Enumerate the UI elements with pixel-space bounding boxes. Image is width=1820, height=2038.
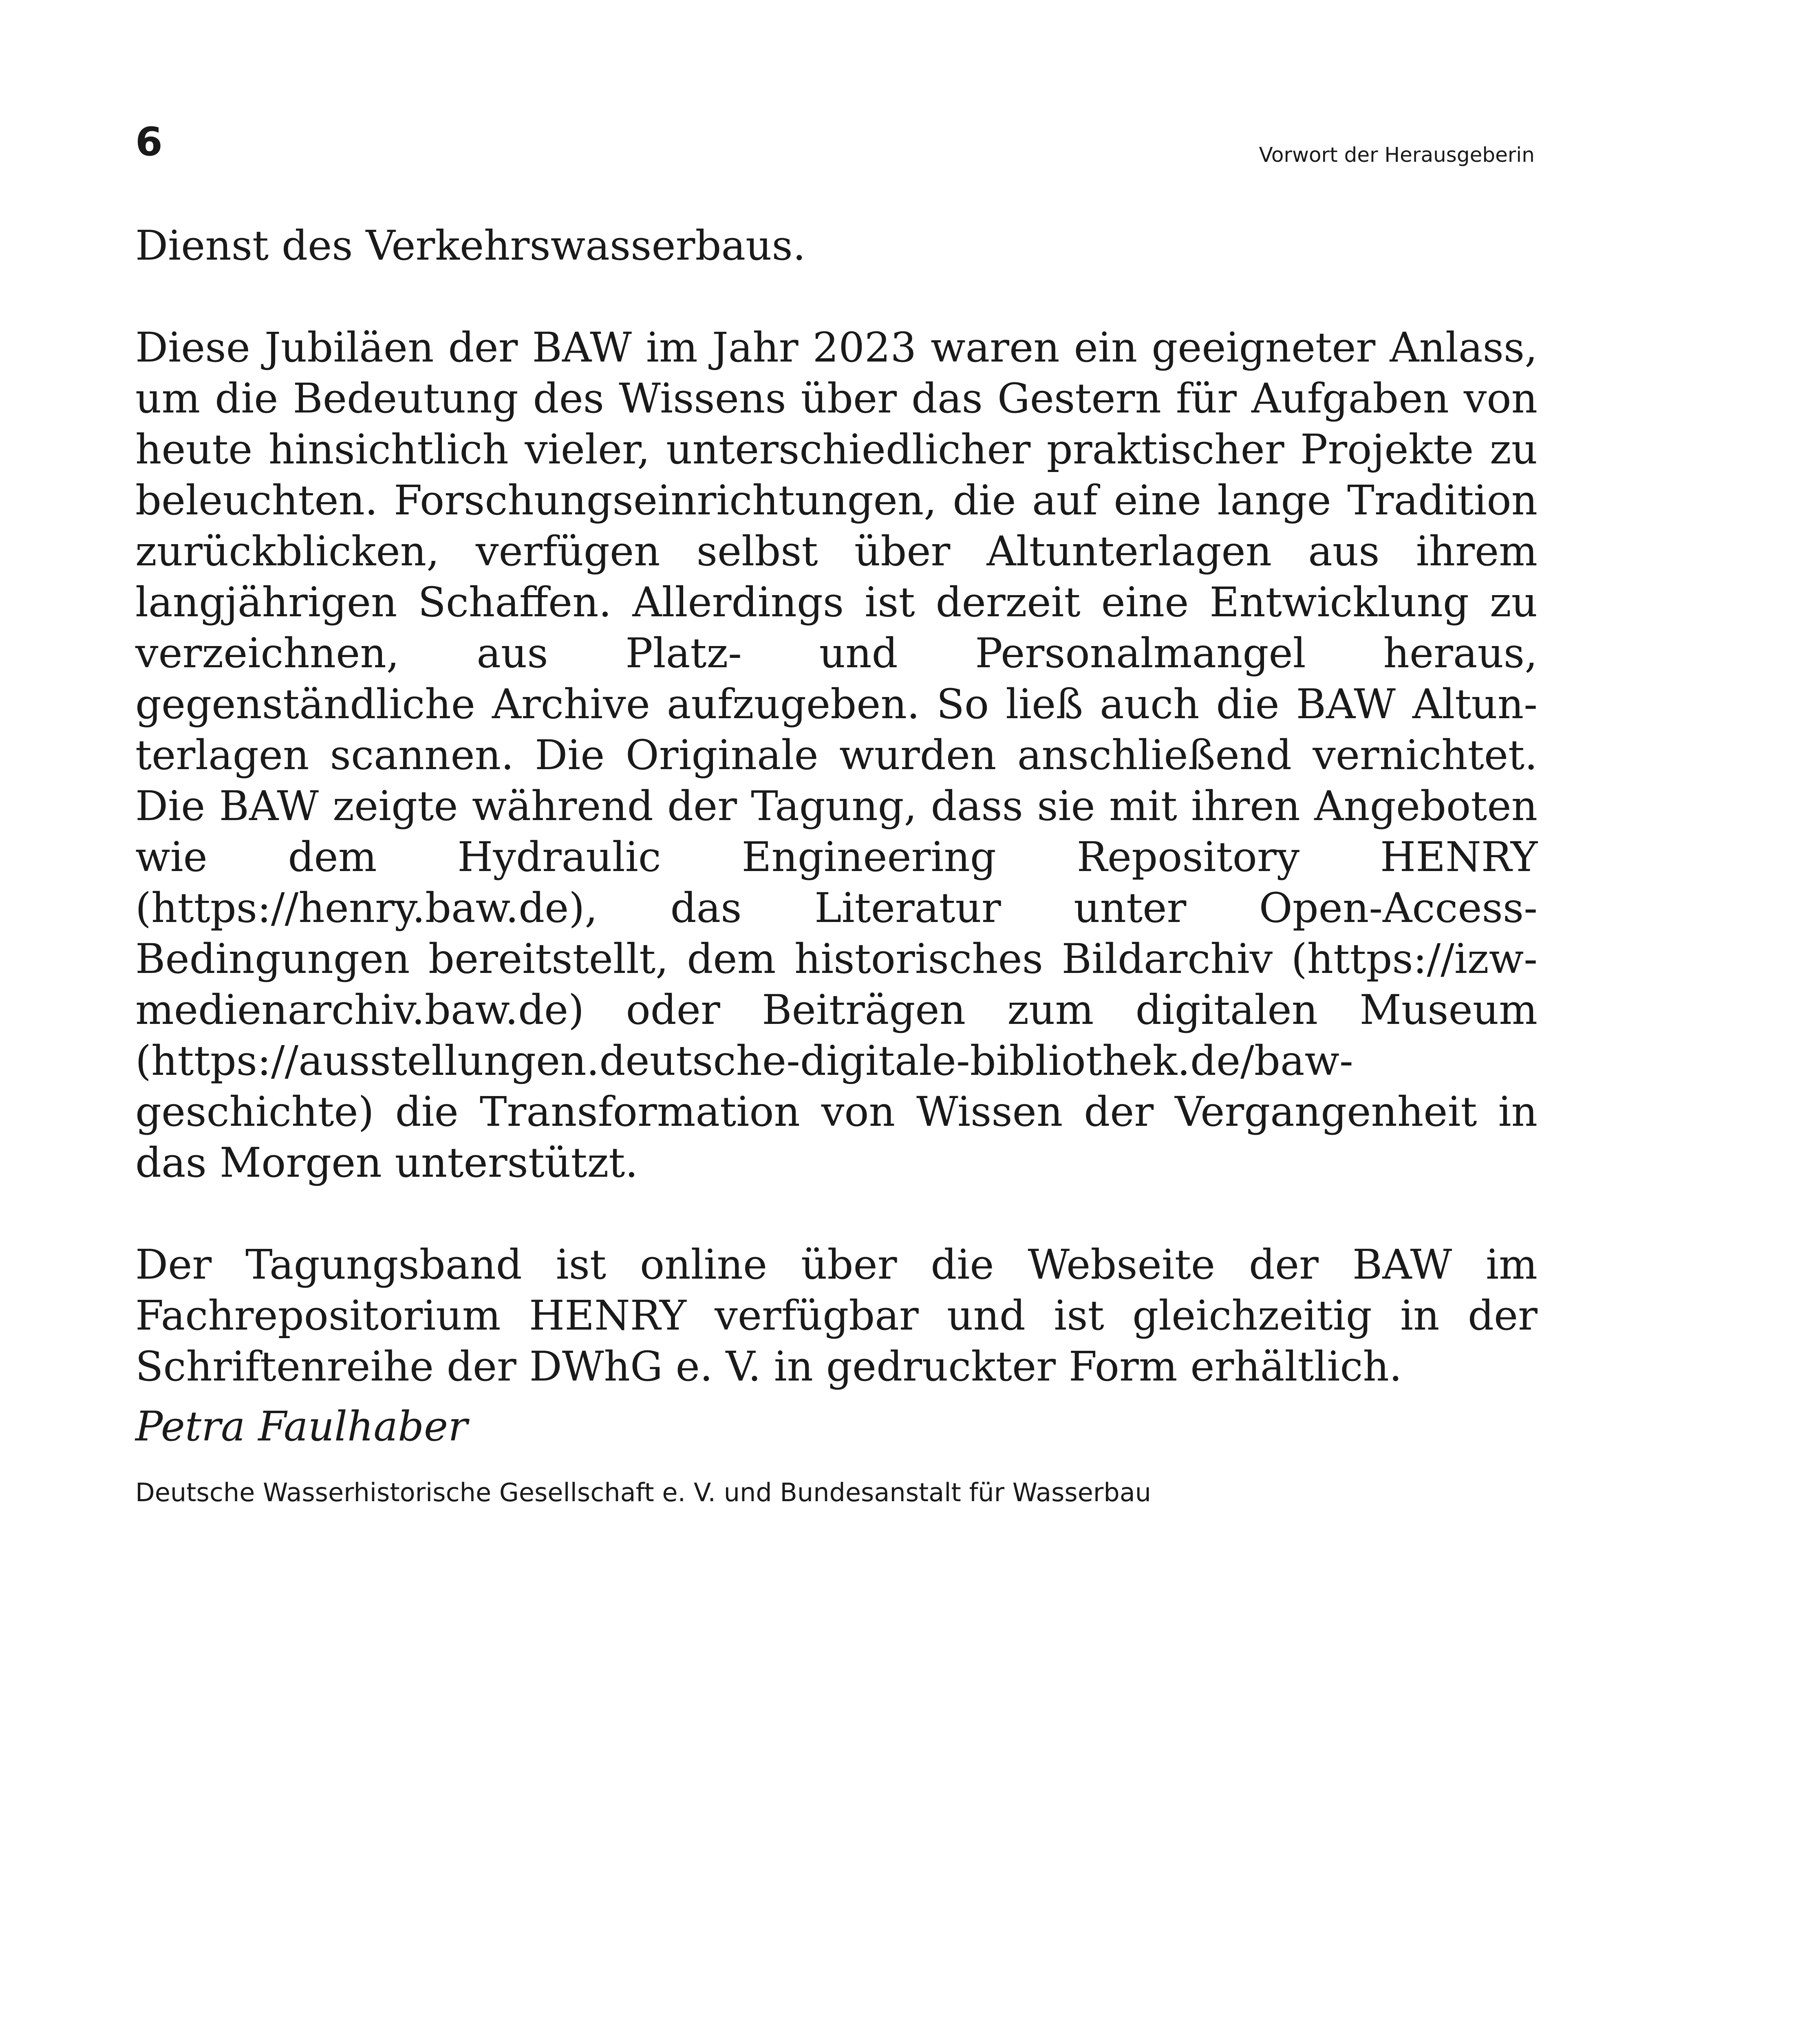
author-affiliation: Deutsche Wasserhistorische Gesellschaft e. V. und Bundesanstalt für Wasserbau <box>135 1478 1151 1507</box>
body-text <box>135 220 1538 1443</box>
page-number: 6 <box>135 119 163 165</box>
author-name: Petra Faulhaber <box>135 1403 468 1450</box>
paragraph-2: Diese Jubiläen der BAW im Jahr 2023 waren ein geeigneter Anlass, um die Bedeutung des Wissens über das Gestern für Aufgaben von heute hinsichtlich vieler, unterschiedlicher praktischer Projekte zu beleuchten. Forschungseinrichtungen, die auf eine lange Tradition zurückblicken, verfügen selbst über Altunterlagen aus ihrem langjährigen Schaffen. Allerdings ist derzeit eine Entwicklung zu verzeichnen, aus Platz- und Personalmangel heraus, gegenständliche Archive aufzugeben. So ließ auch die BAW Altunterlagen scannen. Die Originale wurden anschließend vernichtet. Die BAW zeigte während der Tagung, dass sie mit ihren Angeboten wie dem Hydraulic Engineering Repository HENRY (https://henry.baw.de), das Literatur unter Open-Access-Bedingungen bereitstellt, dem historisches Bildarchiv (https://izw-medienarchiv.baw.de) oder Beiträgen zum digitalen Museum (https://ausstellungen.deutsche-digitale-bibliothek.de/baw-geschichte) die Transformation von Wissen der Vergangenheit in das Morgen unterstützt. <box>135 324 1538 1187</box>
running-head: Vorwort der Herausgeberin <box>1259 143 1535 167</box>
paragraph-1: Dienst des Verkehrswasserbaus. <box>135 222 806 269</box>
paragraph-3: Der Tagungsband ist online über die Webseite der BAW im Fachrepositorium HENRY verfügbar und ist gleichzeitig in der Schriftenreihe der DWhG e. V. in gedruckter Form erhältlich. <box>135 1241 1538 1390</box>
